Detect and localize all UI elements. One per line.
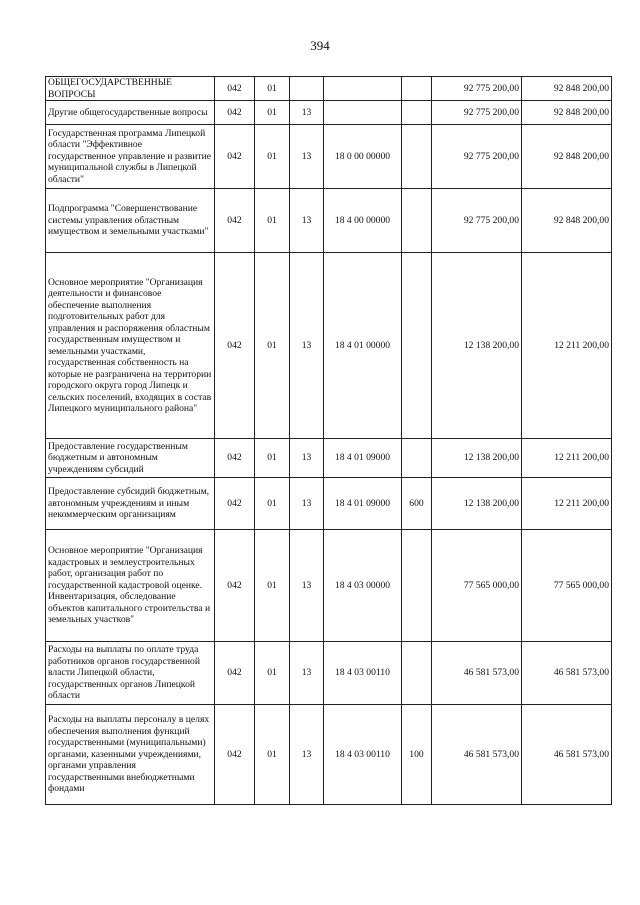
row-expense-type	[402, 530, 432, 642]
row-expense-type	[402, 77, 432, 101]
row-target-code: 18 4 01 09000	[324, 478, 402, 530]
row-expense-type	[402, 101, 432, 125]
row-sum-year-1: 12 138 200,00	[432, 439, 522, 478]
row-sum-year-2: 92 848 200,00	[522, 125, 612, 189]
row-section: 01	[255, 530, 290, 642]
row-sum-year-1: 92 775 200,00	[432, 189, 522, 253]
row-target-code: 18 4 03 00110	[324, 705, 402, 805]
row-subsection	[290, 77, 324, 101]
row-sum-year-1: 46 581 573,00	[432, 642, 522, 705]
row-admin-code: 042	[215, 705, 255, 805]
row-admin-code: 042	[215, 125, 255, 189]
row-admin-code: 042	[215, 77, 255, 101]
table-row	[46, 189, 612, 253]
row-target-code: 18 4 03 00000	[324, 530, 402, 642]
row-subsection: 13	[290, 530, 324, 642]
table-row	[46, 705, 612, 805]
row-sum-year-2: 12 211 200,00	[522, 478, 612, 530]
row-target-code: 18 4 00 00000	[324, 189, 402, 253]
row-section: 01	[255, 125, 290, 189]
table-row	[46, 642, 612, 705]
row-sum-year-2: 92 848 200,00	[522, 101, 612, 125]
row-target-code: 18 4 01 09000	[324, 439, 402, 478]
row-sum-year-2: 46 581 573,00	[522, 642, 612, 705]
row-admin-code: 042	[215, 189, 255, 253]
row-admin-code: 042	[215, 101, 255, 125]
row-name: Расходы на выплаты персоналу в целях обеспечения выполнения функций государственными (муниципальными) органами, казенными учреждениями, органами управления государственными внебюджетными фондами	[46, 705, 215, 805]
row-name: Основное мероприятие "Организация кадастровых и землеустроительных работ, организация работ по государственной кадастровой оценке. Инвентаризация, обследование объектов капитального строительства и земельных участков"	[46, 530, 215, 642]
row-sum-year-1: 12 138 200,00	[432, 478, 522, 530]
table-row	[46, 253, 612, 439]
row-admin-code: 042	[215, 253, 255, 439]
row-admin-code: 042	[215, 478, 255, 530]
table-row	[46, 478, 612, 530]
row-admin-code: 042	[215, 642, 255, 705]
row-sum-year-2: 92 848 200,00	[522, 77, 612, 101]
row-name: Предоставление государственным бюджетным и автономным учреждениям субсидий	[46, 439, 215, 478]
row-name: ОБЩЕГОСУДАРСТВЕННЫЕ ВОПРОСЫ	[46, 77, 215, 101]
row-target-code: 18 4 03 00110	[324, 642, 402, 705]
page-number: 394	[310, 38, 330, 53]
row-section: 01	[255, 705, 290, 805]
row-expense-type	[402, 642, 432, 705]
row-section: 01	[255, 439, 290, 478]
row-target-code: 18 4 01 00000	[324, 253, 402, 439]
budget-table	[45, 76, 612, 805]
row-sum-year-1: 77 565 000,00	[432, 530, 522, 642]
row-subsection: 13	[290, 125, 324, 189]
row-sum-year-2: 46 581 573,00	[522, 705, 612, 805]
row-subsection: 13	[290, 705, 324, 805]
row-admin-code: 042	[215, 530, 255, 642]
row-name: Предоставление субсидий бюджетным, автономным учреждениям и иным некоммерческим организациям	[46, 478, 215, 530]
row-sum-year-1: 92 775 200,00	[432, 125, 522, 189]
row-expense-type: 100	[402, 705, 432, 805]
row-subsection: 13	[290, 642, 324, 705]
row-subsection: 13	[290, 439, 324, 478]
row-subsection: 13	[290, 189, 324, 253]
row-sum-year-2: 77 565 000,00	[522, 530, 612, 642]
row-section: 01	[255, 101, 290, 125]
row-name: Основное мероприятие "Организация деятельности и финансовое обеспечение выполнения подготовительных работ для управления и распоряжения областным государственным имуществом и земельными участками, государственная собственность на которые не разграничена на территории городского округа город Липецк и сельских поселений, входящих в состав Липецкого муниципального района"	[46, 253, 215, 439]
row-section: 01	[255, 189, 290, 253]
row-sum-year-2: 92 848 200,00	[522, 189, 612, 253]
row-sum-year-1: 92 775 200,00	[432, 77, 522, 101]
row-subsection: 13	[290, 101, 324, 125]
table-row	[46, 439, 612, 478]
row-name: Подпрограмма "Совершенствование системы управления областным имуществом и земельными участками"	[46, 189, 215, 253]
table-row	[46, 125, 612, 189]
row-target-code	[324, 77, 402, 101]
row-sum-year-1: 92 775 200,00	[432, 101, 522, 125]
table-row	[46, 530, 612, 642]
row-expense-type	[402, 253, 432, 439]
row-sum-year-1: 12 138 200,00	[432, 253, 522, 439]
row-sum-year-2: 12 211 200,00	[522, 439, 612, 478]
row-section: 01	[255, 253, 290, 439]
row-name: Другие общегосударственные вопросы	[46, 101, 215, 125]
row-section: 01	[255, 642, 290, 705]
row-expense-type	[402, 439, 432, 478]
row-sum-year-2: 12 211 200,00	[522, 253, 612, 439]
row-section: 01	[255, 77, 290, 101]
row-subsection: 13	[290, 478, 324, 530]
row-expense-type	[402, 189, 432, 253]
row-subsection: 13	[290, 253, 324, 439]
row-target-code	[324, 101, 402, 125]
table-row	[46, 101, 612, 125]
row-target-code: 18 0 00 00000	[324, 125, 402, 189]
row-sum-year-1: 46 581 573,00	[432, 705, 522, 805]
row-section: 01	[255, 478, 290, 530]
row-expense-type	[402, 125, 432, 189]
table-row	[46, 77, 612, 101]
row-name: Расходы на выплаты по оплате труда работников органов государственной власти Липецкой области, государственных органов Липецкой области	[46, 642, 215, 705]
row-expense-type: 600	[402, 478, 432, 530]
row-name: Государственная программа Липецкой области "Эффективное государственное управление и развитие муниципальной службы в Липецкой области"	[46, 125, 215, 189]
row-admin-code: 042	[215, 439, 255, 478]
